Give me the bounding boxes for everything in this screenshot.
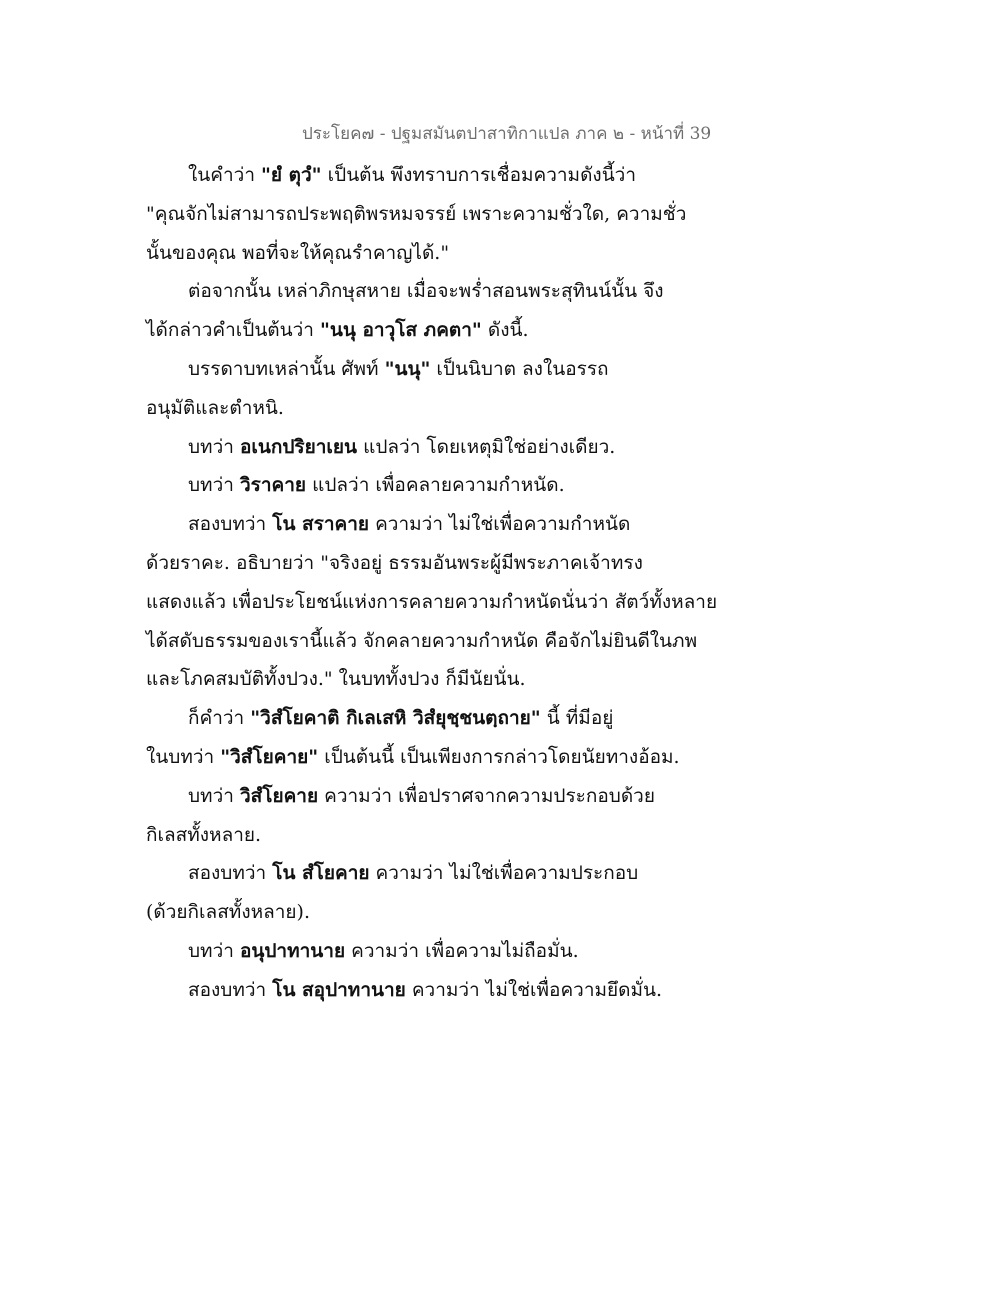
- text-segment: สองบทว่า: [188, 978, 273, 1001]
- text-line: [146, 544, 866, 583]
- text-line: [146, 311, 866, 350]
- text-segment: ได้สดับธรรมของเรานี้แล้ว จักคลายความกำหนัด คือจักไม่ยินดีในภพ: [146, 629, 698, 652]
- text-line: [146, 660, 866, 699]
- text-line: [146, 777, 866, 816]
- bold-term: โน สํโยคาย: [272, 862, 370, 885]
- bold-term: "นนุ อาวุโส ภคตา": [320, 319, 482, 342]
- text-segment: บรรดาบทเหล่านั้น ศัพท์: [188, 357, 385, 380]
- text-segment: (ด้วยกิเลสทั้งหลาย).: [146, 901, 311, 924]
- text-line: [146, 505, 866, 544]
- text-segment: และโภคสมบัติทั้งปวง." ในบททั้งปวง ก็มีนัยนั่น.: [146, 668, 526, 691]
- bold-term: "วิสํโยคาติ กิเลเสหิ วิสํยุชฺชนตฺถาย": [250, 707, 541, 730]
- text-segment: ความว่า เพื่อปราศจากความประกอบด้วย: [318, 784, 655, 807]
- text-line: [146, 971, 866, 1010]
- text-line: [146, 272, 866, 311]
- text-line: [146, 816, 866, 855]
- text-segment: ความว่า เพื่อความไม่ถือมั่น.: [345, 939, 579, 962]
- bold-term: โน สราคาย: [272, 513, 370, 536]
- text-segment: ก็คำว่า: [188, 707, 251, 730]
- text-segment: เป็นต้นนี้ เป็นเพียงการกล่าวโดยนัยทางอ้อม.: [318, 745, 680, 768]
- text-segment: แสดงแล้ว เพื่อประโยชน์แห่งการคลายความกำหนัดนั่นว่า สัตว์ทั้งหลาย: [146, 590, 718, 613]
- text-segment: บทว่า: [188, 474, 240, 497]
- bold-term: "นนุ": [384, 357, 431, 380]
- text-segment: ต่อจากนั้น เหล่าภิกษุสหาย เมื่อจะพร่ำสอนพระสุทินน์นั้น จึง: [188, 280, 664, 303]
- bold-term: อเนกปริยาเยน: [239, 435, 358, 458]
- bold-term: วิสํโยคาย: [239, 784, 319, 807]
- text-segment: แปลว่า เพื่อคลายความกำหนัด.: [306, 474, 565, 497]
- text-segment: บทว่า: [188, 939, 240, 962]
- text-segment: เป็นต้น พึงทราบการเชื่อมความดังนี้ว่า: [321, 164, 637, 186]
- text-line: [146, 428, 866, 467]
- text-segment: สองบทว่า: [188, 513, 273, 536]
- text-line: [146, 466, 866, 505]
- bold-term: อนุปาทานาย: [239, 939, 346, 962]
- text-line: [146, 195, 866, 234]
- text-segment: ดังนี้.: [481, 319, 529, 342]
- text-segment: ความว่า ไม่ใช่เพื่อความกำหนัด: [369, 513, 631, 536]
- text-segment: นี้ ที่มีอยู่: [540, 707, 614, 730]
- text-segment: แปลว่า โดยเหตุมิใช่อย่างเดียว.: [357, 435, 616, 458]
- text-line: [146, 932, 866, 971]
- text-line: [146, 893, 866, 932]
- text-segment: ในบทว่า: [146, 745, 221, 768]
- text-segment: "คุณจักไม่สามารถประพฤติพรหมจรรย์ เพราะความชั่วใด, ความชั่ว: [146, 202, 687, 225]
- text-segment: อนุมัติและตำหนิ.: [146, 396, 284, 419]
- text-line: [146, 854, 866, 893]
- text-line: [146, 583, 866, 622]
- text-segment: บทว่า: [188, 435, 240, 458]
- bold-term: "ยํ ตุวํ": [261, 164, 322, 186]
- text-line: [146, 622, 866, 661]
- text-segment: ความว่า ไม่ใช่เพื่อความประกอบ: [369, 862, 639, 885]
- text-segment: ด้วยราคะ. อธิบายว่า "จริงอยู่ ธรรมอันพระผู้มีพระภาคเจ้าทรง: [146, 551, 643, 574]
- body-text: [146, 156, 866, 1010]
- text-segment: ในคำว่า: [188, 164, 262, 186]
- page-header: ประโยค๗ - ปฐมสมันตปาสาทิกาแปล ภาค ๒ - หน้าที่ 39: [302, 124, 712, 144]
- text-segment: ความว่า ไม่ใช่เพื่อความยึดมั่น.: [405, 978, 663, 1001]
- bold-term: "วิสํโยคาย": [220, 745, 319, 768]
- text-segment: นั้นของคุณ พอที่จะให้คุณรำคาญได้.": [146, 241, 450, 264]
- text-line: [146, 699, 866, 738]
- text-line: [146, 156, 866, 195]
- text-segment: กิเลสทั้งหลาย.: [146, 823, 262, 846]
- text-line: [146, 234, 866, 273]
- text-segment: ได้กล่าวคำเป็นต้นว่า: [146, 319, 321, 342]
- text-line: [146, 738, 866, 777]
- bold-term: วิราคาย: [239, 474, 307, 497]
- text-line: [146, 389, 866, 428]
- text-segment: สองบทว่า: [188, 862, 273, 885]
- text-segment: เป็นนิบาต ลงในอรรถ: [430, 357, 609, 380]
- text-segment: บทว่า: [188, 784, 240, 807]
- bold-term: โน สอุปาทานาย: [272, 978, 406, 1001]
- text-line: [146, 350, 866, 389]
